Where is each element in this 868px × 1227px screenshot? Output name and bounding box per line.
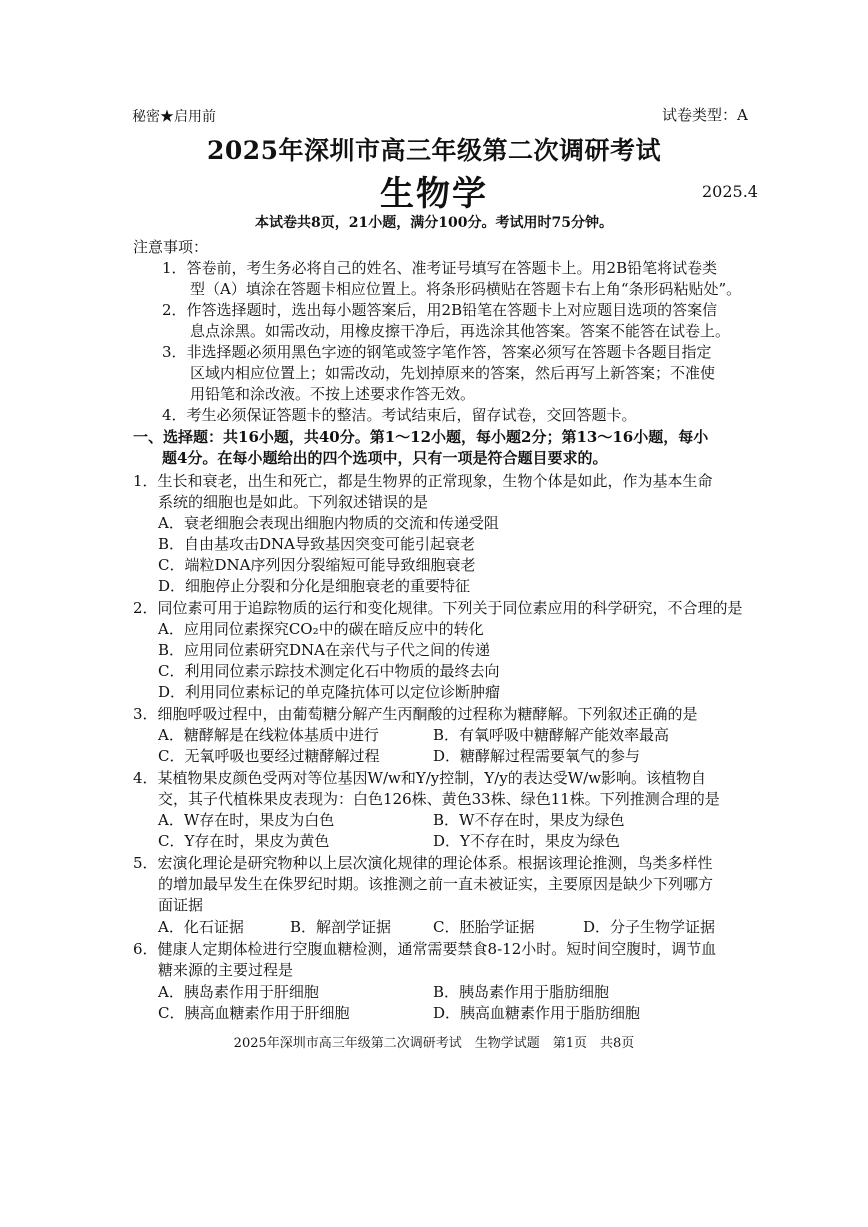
- option-a: A．糖酵解是在线粒体基质中进行: [158, 726, 379, 744]
- option-a: A．应用同位素探究CO₂中的碳在暗反应中的转化: [158, 620, 484, 638]
- subject-title: 生物学: [380, 174, 488, 214]
- question-stem: 1．生长和衰老，出生和死亡，都是生物界的正常现象，生物个体是如此，作为基本生命: [133, 472, 713, 490]
- notice-line: 区域内相应位置上；如需改动，先划掉原来的答案，然后再写上新答案；不准使: [190, 364, 716, 382]
- option-c: C．胰高血糖素作用于肝细胞: [158, 1004, 350, 1022]
- option-c: C．胚胎学证据: [433, 918, 535, 936]
- option-a: A．W存在时，果皮为白色: [158, 811, 335, 829]
- notice-line: 3．非选择题必须用黑色字迹的钢笔或签字笔作答，答案必须写在答题卡各题目指定: [162, 343, 712, 361]
- option-c: C．端粒DNA序列因分裂缩短可能导致细胞衰老: [158, 556, 476, 574]
- option-b: B．解剖学证据: [290, 918, 392, 936]
- option-b: B．胰岛素作用于脂肪细胞: [433, 983, 610, 1001]
- question-stem-cont: 交，其子代植株果皮表现为：白色126株、黄色33株、绿色11株。下列推测合理的是: [158, 790, 720, 808]
- option-d: D．利用同位素标记的单克隆抗体可以定位诊断肿瘤: [158, 683, 501, 701]
- notice-line: 用铅笔和涂改液。不按上述要求作答无效。: [190, 385, 476, 403]
- page-footer: 2025年深圳市高三年级第二次调研考试 生物学试题 第1页 共8页: [233, 1036, 635, 1051]
- option-c: C．无氧呼吸也要经过糖酵解过程: [158, 747, 380, 765]
- notice-heading: 注意事项：: [133, 238, 209, 256]
- option-a: A．胰岛素作用于肝细胞: [158, 983, 319, 1001]
- option-a: A．化石证据: [158, 918, 244, 936]
- question-stem: 6．健康人定期体检进行空腹血糖检测，通常需要禁食8-12小时。短时间空腹时，调节血: [133, 940, 717, 958]
- option-c: C．利用同位素示踪技术测定化石中物质的最终去向: [158, 662, 500, 680]
- notice-line: 1．答卷前，考生务必将自己的姓名、准考证号填写在答题卡上。用2B铅笔将试卷类: [162, 259, 718, 277]
- confidential-label: 秘密★启用前: [132, 109, 216, 125]
- option-d: D．分子生物学证据: [583, 918, 716, 936]
- notice-line: 型（A）填涂在答题卡相应位置上。将条形码横贴在答题卡右上角“条形码粘贴处”。: [190, 280, 742, 298]
- notice-line: 2．作答选择题时，选出每小题答案后，用2B铅笔在答题卡上对应题目选项的答案信: [162, 301, 718, 319]
- section-heading-cont: 题4分。在每小题给出的四个选项中，只有一项是符合题目要求的。: [162, 449, 608, 467]
- option-b: B．W不存在时，果皮为绿色: [433, 811, 625, 829]
- exam-intro: 本试卷共8页，21小题，满分100分。考试用时75分钟。: [255, 215, 613, 231]
- question-stem-cont: 面证据: [158, 896, 204, 914]
- question-stem: 3．细胞呼吸过程中，由葡萄糖分解产生丙酮酸的过程称为糖酵解。下列叙述正确的是: [133, 705, 698, 723]
- section-heading: 一、选择题：共16小题，共40分。第1～12小题，每小题2分；第13～16小题，每小: [133, 428, 709, 446]
- option-d: D．Y不存在时，果皮为绿色: [433, 832, 620, 850]
- paper-type-label: 试卷类型：A: [662, 106, 748, 124]
- question-stem: 4．某植物果皮颜色受两对等位基因W/w和Y/y控制，Y/y的表达受W/w影响。该植物自: [133, 769, 707, 787]
- exam-date: 2025.4: [702, 182, 758, 201]
- option-d: D．细胞停止分裂和分化是细胞衰老的重要特征: [158, 577, 471, 595]
- question-stem-cont: 糖来源的主要过程是: [158, 961, 294, 979]
- option-a: A．衰老细胞会表现出细胞内物质的交流和传递受阻: [158, 514, 499, 532]
- question-stem: 2．同位素可用于追踪物质的运行和变化规律。下列关于同位素应用的科学研究，不合理的是: [133, 599, 743, 617]
- question-stem-cont: 系统的细胞也是如此。下列叙述错误的是: [158, 493, 429, 511]
- option-b: B．应用同位素研究DNA在亲代与子代之间的传递: [158, 641, 491, 659]
- option-d: D．糖酵解过程需要氧气的参与: [433, 747, 641, 765]
- notice-line: 4．考生必须保证答题卡的整洁。考试结束后，留存试卷，交回答题卡。: [162, 406, 637, 424]
- option-b: B．自由基攻击DNA导致基因突变可能引起衰老: [158, 535, 476, 553]
- option-c: C．Y存在时，果皮为黄色: [158, 832, 330, 850]
- option-d: D．胰高血糖素作用于脂肪细胞: [433, 1004, 641, 1022]
- question-stem-cont: 的增加最早发生在侏罗纪时期。该推测之前一直未被证实，主要原因是缺少下列哪方: [158, 875, 714, 893]
- question-stem: 5．宏演化理论是研究物种以上层次演化规律的理论体系。根据该理论推测，鸟类多样性: [133, 854, 713, 872]
- notice-line: 息点涂黑。如需改动，用橡皮擦干净后，再选涂其他答案。答案不能答在试卷上。: [190, 322, 731, 340]
- option-b: B．有氧呼吸中糖酵解产能效率最高: [433, 726, 670, 744]
- exam-title: 2025年深圳市高三年级第二次调研考试: [206, 136, 662, 165]
